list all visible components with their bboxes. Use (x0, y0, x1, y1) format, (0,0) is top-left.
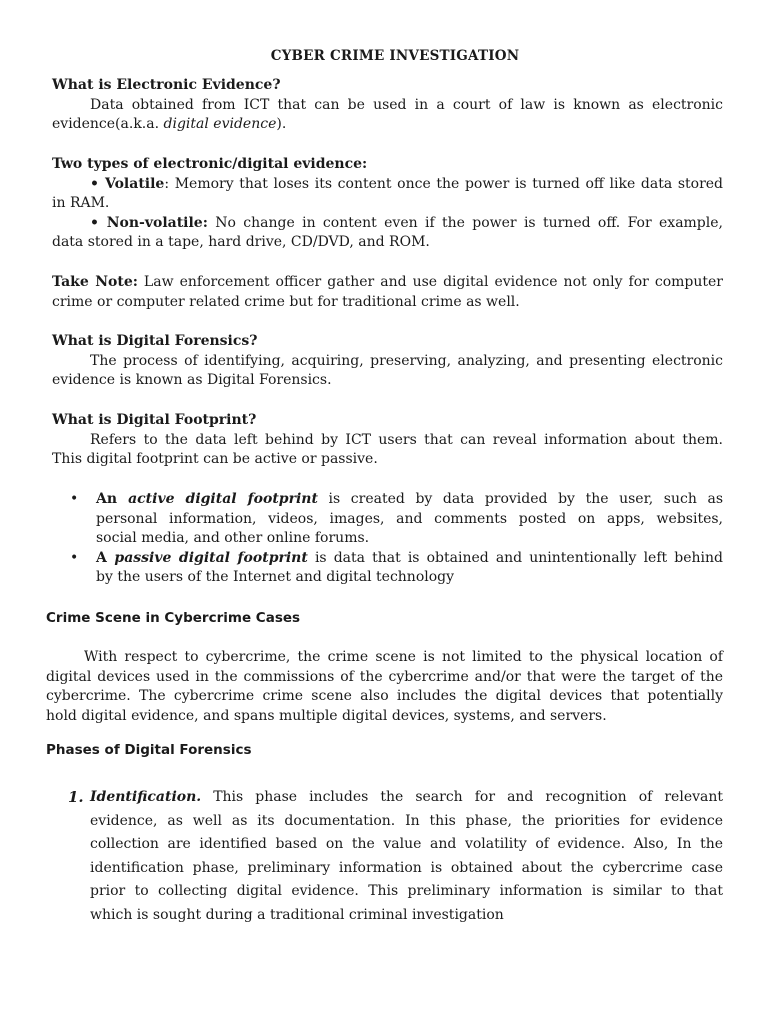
section-take-note (52, 273, 723, 312)
section-evidence-types (52, 155, 723, 253)
heading-digital-forensics: What is Digital Forensics? (52, 333, 258, 349)
crime-scene-paragraph (46, 648, 723, 726)
section-phases (46, 741, 723, 761)
phase-number: 1. (68, 788, 84, 806)
text-run: No change in content even if the power is turned off. For example, (207, 214, 723, 231)
text-run: Law enforcement officer gather and use digital evidence not only for computer (137, 274, 723, 290)
nonvolatile-term: • Non-volatile: (90, 214, 208, 231)
phase-1-line-5: prior to collecting digital evidence. This preliminary information is similar to that (90, 883, 723, 899)
take-note-line-1 (52, 273, 723, 293)
bullet-2-line-1 (96, 549, 723, 569)
heading-evidence-types: Two types of electronic/digital evidence: (52, 156, 368, 172)
section-crime-scene (46, 609, 723, 629)
volatile-line-1 (52, 175, 723, 195)
crime-scene-line-2: digital devices used in the commissions of the cybercrime and/or that were the target of the (46, 668, 723, 685)
phase-1-line-2: evidence, as well as its documentation. In this phase, the priorities for evidence (90, 812, 723, 829)
phases-list (46, 786, 723, 927)
text-run: An (96, 491, 129, 507)
nonvolatile-line-1 (52, 214, 723, 234)
section-electronic-evidence (52, 76, 723, 135)
forensics-line-2: evidence is known as Digital Forensics. (52, 372, 332, 388)
take-note-line-2: crime or computer related crime but for traditional crime as well. (52, 293, 520, 310)
bullet-2-line-2: by the users of the Internet and digital technology (96, 569, 455, 585)
bullet-dot: • (70, 491, 79, 507)
crime-scene-line-4: hold digital evidence, and spans multiple digital devices, systems, and servers. (46, 707, 607, 724)
forensics-line-1: The process of identifying, acquiring, preserving, analyzing, and presenting electronic (90, 352, 723, 369)
electronic-evidence-line-1: Data obtained from ICT that can be used in a court of law is known as electronic (90, 96, 723, 113)
electronic-evidence-line-2 (52, 115, 723, 135)
phase-1-line-1 (90, 786, 723, 810)
text-run: : Memory that loses its content once the power is turned off like data stored (164, 175, 724, 192)
heading-phases: Phases of Digital Forensics (46, 742, 252, 758)
section-digital-forensics (52, 332, 723, 391)
bullet-1-line-1 (96, 490, 723, 510)
section-digital-footprint (52, 411, 723, 470)
phase-term: Identification. (90, 789, 202, 805)
footprint-bullet-list (52, 490, 723, 588)
text-run: A (96, 549, 115, 566)
text-run: evidence(a.k.a. (52, 116, 164, 132)
text-run: is data that is obtained and unintentionally left behind (307, 549, 723, 566)
heading-digital-footprint: What is Digital Footprint? (52, 412, 257, 428)
heading-electronic-evidence: What is Electronic Evidence? (52, 77, 281, 93)
heading-crime-scene: Crime Scene in Cybercrime Cases (46, 610, 301, 626)
list-item (52, 549, 723, 588)
volatile-line-2: in RAM. (52, 195, 110, 211)
list-item (46, 786, 723, 927)
text-run: is created by data provided by the user, such as (317, 491, 724, 507)
phase-1-line-3: collection are identified based on the value and volatility of evidence. Also, In the (90, 836, 723, 852)
italic-term: digital evidence (163, 116, 277, 132)
bullet-1-line-2: personal information, videos, images, and comments posted on apps, websites, (96, 510, 723, 527)
list-item (52, 490, 723, 549)
bullet-1-line-3: social media, and other online forums. (96, 530, 370, 546)
crime-scene-line-3: cybercrime. The cybercrime crime scene also includes the digital devices that potentially (46, 688, 723, 704)
phase-1-line-4: identification phase, preliminary information is obtained about the cybercrime case (90, 859, 723, 876)
nonvolatile-line-2: data stored in a tape, hard drive, CD/DVD, and ROM. (52, 234, 430, 250)
crime-scene-line-1: With respect to cybercrime, the crime scene is not limited to the physical location of (84, 649, 723, 665)
footprint-line-1: Refers to the data left behind by ICT users that can reveal information about them. (90, 431, 723, 448)
text-run: This phase includes the search for and recognition of relevant (201, 789, 723, 805)
volatile-term: • Volatile (90, 175, 165, 192)
phase-1-line-6: which is sought during a traditional criminal investigation (90, 906, 504, 923)
active-footprint-term: active digital footprint (128, 491, 318, 507)
take-note-label: Take Note: (52, 274, 138, 290)
passive-footprint-term: passive digital footprint (114, 549, 308, 566)
text-run: ). (276, 116, 287, 132)
footprint-line-2: This digital footprint can be active or passive. (52, 451, 378, 467)
bullet-dot: • (70, 549, 79, 566)
page-title: CYBER CRIME INVESTIGATION (270, 48, 520, 64)
